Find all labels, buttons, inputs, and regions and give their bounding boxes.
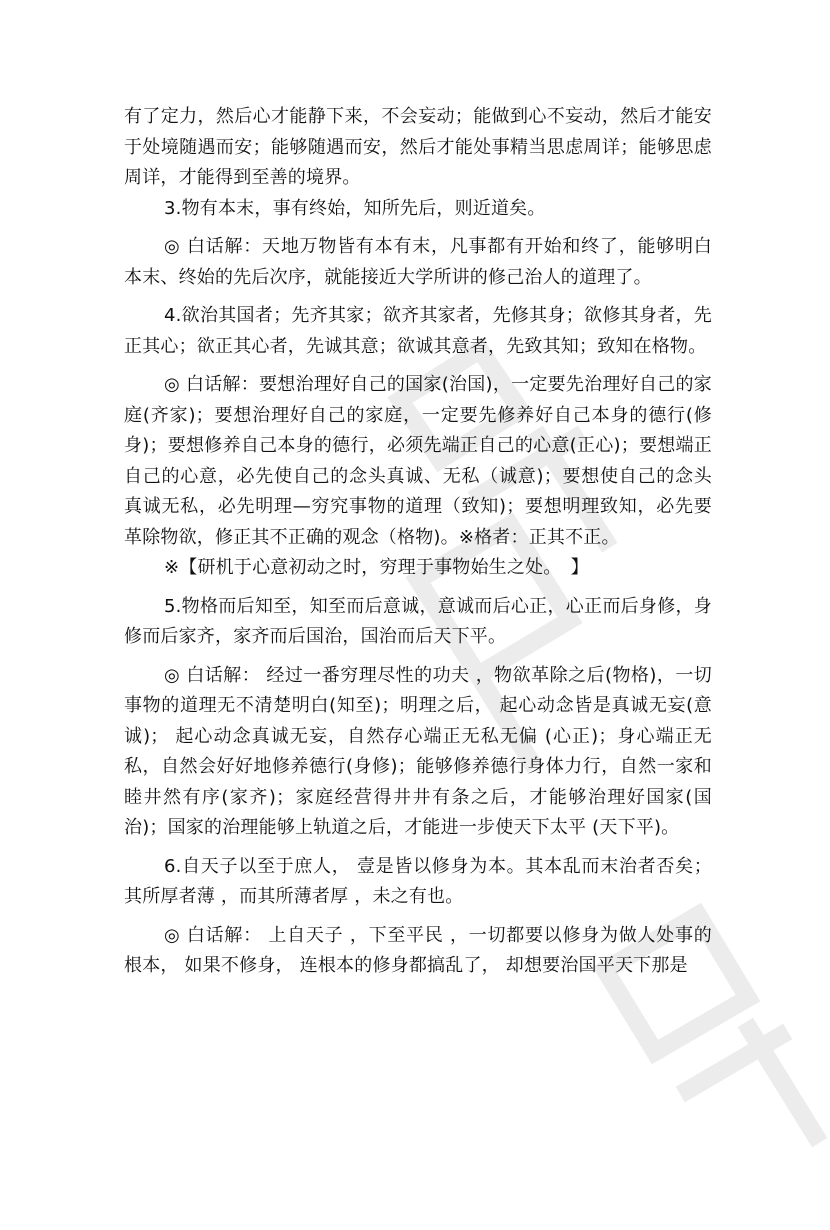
paragraph-note-gewu: ※【研机于心意初动之时，穷理于事物始生之处。 】 — [164, 557, 589, 578]
paragraph-explanation-5: ◎ 白话解： 经过一番穷理尽性的功夫 ，物欲革除之后(物格)，一切事物的道理无不清楚明白(知至)；明理之后， 起心动念皆是真诚无妄(意诚)； 起心动念真诚无妄，自然存心端正无私无偏 (心正)；身心端正无私，自然会好好地修养德行(身修)；能够修养德行身体力行，自然一家和睦井然有序(家齐)；家庭经营得井井有条之后，才能够治理好国家(国治)；国家的治理能够上轨道之后，才能进一步使天下太平 (天下平)。 — [124, 664, 712, 838]
paragraph-explanation-4: ◎ 白话解：要想治理好自己的国家(治国)，一定要先治理好自己的家庭(齐家)；要想治理好自己的家庭，一定要先修养好自己本身的德行(修身)；要想修养自己本身的德行，必须先端正自己的心意(正心)；要想端正自己的心意，必先使自己的念头真诚、无私（诚意)；要想使自己的念头真诚无私，必先明理—穷究事物的道理（致知)；要想明理致知，必先要革除物欲，修正其不正确的观念（格物)。※格者：正其不正。 — [124, 374, 712, 548]
paragraph-explanation-3: ◎ 白话解：天地万物皆有本有末，凡事都有开始和终了，能够明白本末、终始的先后次序，就能接近大学所讲的修己治人的道理了。 — [124, 236, 712, 288]
paragraph-peace-of-mind: 有了定力，然后心才能静下来，不会妄动；能做到心不妄动，然后才能安于处境随遇而安；能够随遇而安，然后才能处事精当思虑周详；能够思虑周详，才能得到至善的境界。 — [124, 106, 712, 188]
document-page — [124, 102, 712, 982]
paragraph-classic-5: 5.物格而后知至，知至而后意诚，意诚而后心正，心正而后身修，身修而后家齐，家齐而后国治，国治而后天下平。 — [124, 595, 712, 647]
paragraph-classic-6: 6.自天子以至于庶人， 壹是皆以修身为本。其本乱而末治者否矣；其所厚者薄 ，而其所薄者厚 ，未之有也。 — [124, 855, 712, 907]
paragraph-classic-4: 4.欲治其国者；先齐其家；欲齐其家者，先修其身；欲修其身者，先正其心；欲正其心者，先诚其意；欲诚其意者，先致其知；致知在格物。 — [124, 305, 712, 357]
paragraph-explanation-6: ◎ 白话解： 上自天子 ，下至平民 ，一切都要以修身为做人处事的根本， 如果不修身， 连根本的修身都搞乱了， 却想要治国平天下那是 — [124, 924, 712, 976]
paragraph-classic-3: 3.物有本末，事有终始，知所先后，则近道矣。 — [164, 197, 546, 219]
